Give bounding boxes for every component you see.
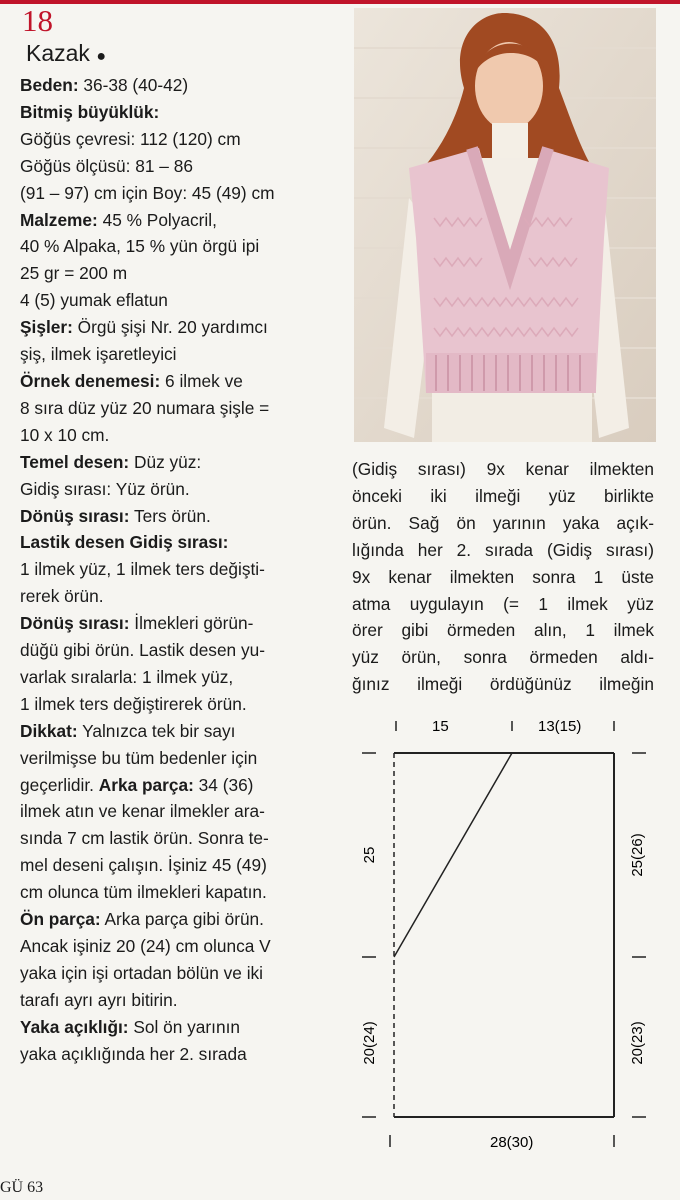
front-piece-value: Arka parça gibi örün.	[100, 909, 264, 930]
schematic-diagram	[350, 715, 660, 1165]
needles-line	[20, 314, 340, 341]
note-line	[20, 718, 340, 745]
front-piece-line-4: tarafı ayrı ayrı bitirin.	[20, 989, 178, 1010]
rib-pattern-label: Lastik desen Gidiş sırası:	[20, 532, 229, 553]
rib-line-4: varlak sıralarla: 1 ilmek yüz,	[20, 666, 234, 687]
back-piece-line	[20, 772, 340, 799]
instructions-column-right	[352, 456, 654, 698]
chest-size: Göğüs ölçüsü: 81 – 86	[20, 155, 193, 176]
front-piece-line	[20, 906, 340, 933]
gauge-line	[20, 368, 340, 395]
size-value: 36-38 (40-42)	[78, 75, 189, 95]
rib-wrong-side-value: İlmekleri görün-	[129, 613, 254, 634]
model-photo	[354, 8, 656, 442]
gauge-line-2: 8 sıra düz yüz 20 numara şişle =	[20, 397, 270, 418]
wrong-side-row	[20, 503, 340, 530]
right-line-1: (Gidiş sırası) 9x kenar ilmekten	[352, 459, 654, 479]
left-upper-measure: 25	[361, 846, 378, 864]
note-line-2: verilmişse bu tüm bedenler için	[20, 747, 258, 768]
top-left-measure: 15	[432, 718, 449, 735]
instructions-column-left	[20, 72, 340, 1068]
rib-line-5: 1 ilmek ters değiştirerek örün.	[20, 693, 247, 714]
back-piece-line-2: ilmek atın ve kenar ilmekler ara-	[20, 801, 265, 822]
material-line-4: 4 (5) yumak eflatun	[20, 290, 168, 311]
size-label: Beden:	[20, 75, 79, 95]
gauge-line-3: 10 x 10 cm.	[20, 424, 110, 445]
wrong-side-value: Ters örün.	[129, 505, 211, 526]
title-text: Kazak	[26, 40, 90, 66]
back-piece-line-4: mel deseni çalışın. İşiniz 45 (49)	[20, 855, 267, 876]
note-label: Dikkat:	[20, 720, 78, 741]
right-line-4: lığında her 2. sırada (Gidiş sırası)	[352, 539, 654, 560]
gauge-value: 6 ilmek ve	[160, 370, 243, 391]
back-piece-line-3: sında 7 cm lastik örün. Sonra te-	[20, 828, 269, 849]
rib-line-2: rerek örün.	[20, 586, 104, 607]
right-line-9: ğınız ilmeği ördüğünüz ilmeğin	[352, 674, 654, 695]
neckline-line	[20, 1014, 340, 1041]
gauge-label: Örnek denemesi:	[20, 370, 161, 391]
right-line-2: önceki iki ilmeği yüz birlikte	[352, 485, 654, 506]
rib-line-3: düğü gibi örün. Lastik desen yu-	[20, 640, 265, 661]
finished-size-label: Bitmiş büyüklük:	[20, 101, 160, 122]
length-line: (91 – 97) cm için Boy: 45 (49) cm	[20, 182, 275, 203]
material-line-3: 25 gr = 200 m	[20, 263, 128, 284]
back-piece-line-5: cm olunca tüm ilmekleri kapatın.	[20, 882, 267, 903]
pattern-number: 18	[22, 3, 53, 38]
chest-circumference: Göğüs çevresi: 112 (120) cm	[20, 128, 241, 149]
back-piece-value: 34 (36)	[193, 774, 254, 795]
finished-size-heading	[20, 99, 340, 126]
rib-pattern-heading	[20, 529, 340, 556]
rib-wrong-side-label: Dönüş sırası:	[20, 613, 130, 634]
right-line-7: örer gibi örmeden alın, 1 ilmek	[352, 620, 654, 641]
material-label: Malzeme:	[20, 209, 98, 230]
front-piece-label: Ön parça:	[20, 909, 101, 930]
note-value: Yalnızca tek bir sayı	[77, 720, 236, 741]
right-side-row: Gidiş sırası: Yüz örün.	[20, 478, 190, 499]
needles-label: Şişler:	[20, 317, 73, 338]
model-photo-illustration	[354, 8, 656, 442]
bottom-measure: 28(30)	[490, 1134, 534, 1151]
left-lower-measure: 20(24)	[361, 1021, 378, 1065]
right-line-8: yüz örün, sonra örmeden aldı-	[352, 647, 654, 668]
size-line	[20, 72, 340, 99]
basic-pattern-value: Düz yüz:	[129, 451, 202, 472]
rib-wrong-side-line	[20, 610, 340, 637]
difficulty-mark: ●	[96, 48, 106, 65]
front-piece-line-2: Ancak işiniz 20 (24) cm olunca V	[20, 936, 271, 956]
v-neck-line	[394, 753, 512, 957]
back-piece-label: Arka parça:	[98, 774, 194, 795]
material-value: 45 % Polyacril,	[97, 209, 217, 230]
basic-pattern-line	[20, 449, 340, 476]
needles-line-2: şiş, ilmek işaretleyici	[20, 344, 177, 365]
top-right-measure: 13(15)	[538, 718, 582, 735]
front-piece-line-3: yaka için işi ortadan bölün ve iki	[20, 962, 264, 983]
top-accent-bar	[0, 0, 680, 4]
right-upper-measure: 25(26)	[629, 833, 646, 877]
right-lower-measure: 20(23)	[629, 1021, 646, 1065]
note-line-3: geçerlidir.	[20, 774, 99, 795]
page-footer: GÜ 63	[0, 1179, 44, 1196]
neckline-value: Sol ön yarının	[128, 1016, 240, 1037]
wrong-side-label: Dönüş sırası:	[20, 505, 130, 526]
right-line-3: örün. Sağ ön yarının yaka açık-	[352, 512, 654, 533]
material-line	[20, 207, 340, 234]
pattern-title	[26, 40, 106, 70]
right-line-6: atma uygulayın (= 1 ilmek yüz	[352, 593, 654, 614]
neckline-label: Yaka açıklığı:	[20, 1016, 129, 1037]
rib-line-1: 1 ilmek yüz, 1 ilmek ters değişti-	[20, 559, 265, 580]
basic-pattern-label: Temel desen:	[20, 451, 130, 472]
material-line-2: 40 % Alpaka, 15 % yün örgü ipi	[20, 236, 260, 257]
needles-value: Örgü şişi Nr. 20 yardımcı	[72, 317, 268, 338]
right-line-5: 9x kenar ilmekten sonra 1 üste	[352, 566, 654, 587]
neckline-line-2: yaka açıklığında her 2. sırada	[20, 1043, 247, 1064]
